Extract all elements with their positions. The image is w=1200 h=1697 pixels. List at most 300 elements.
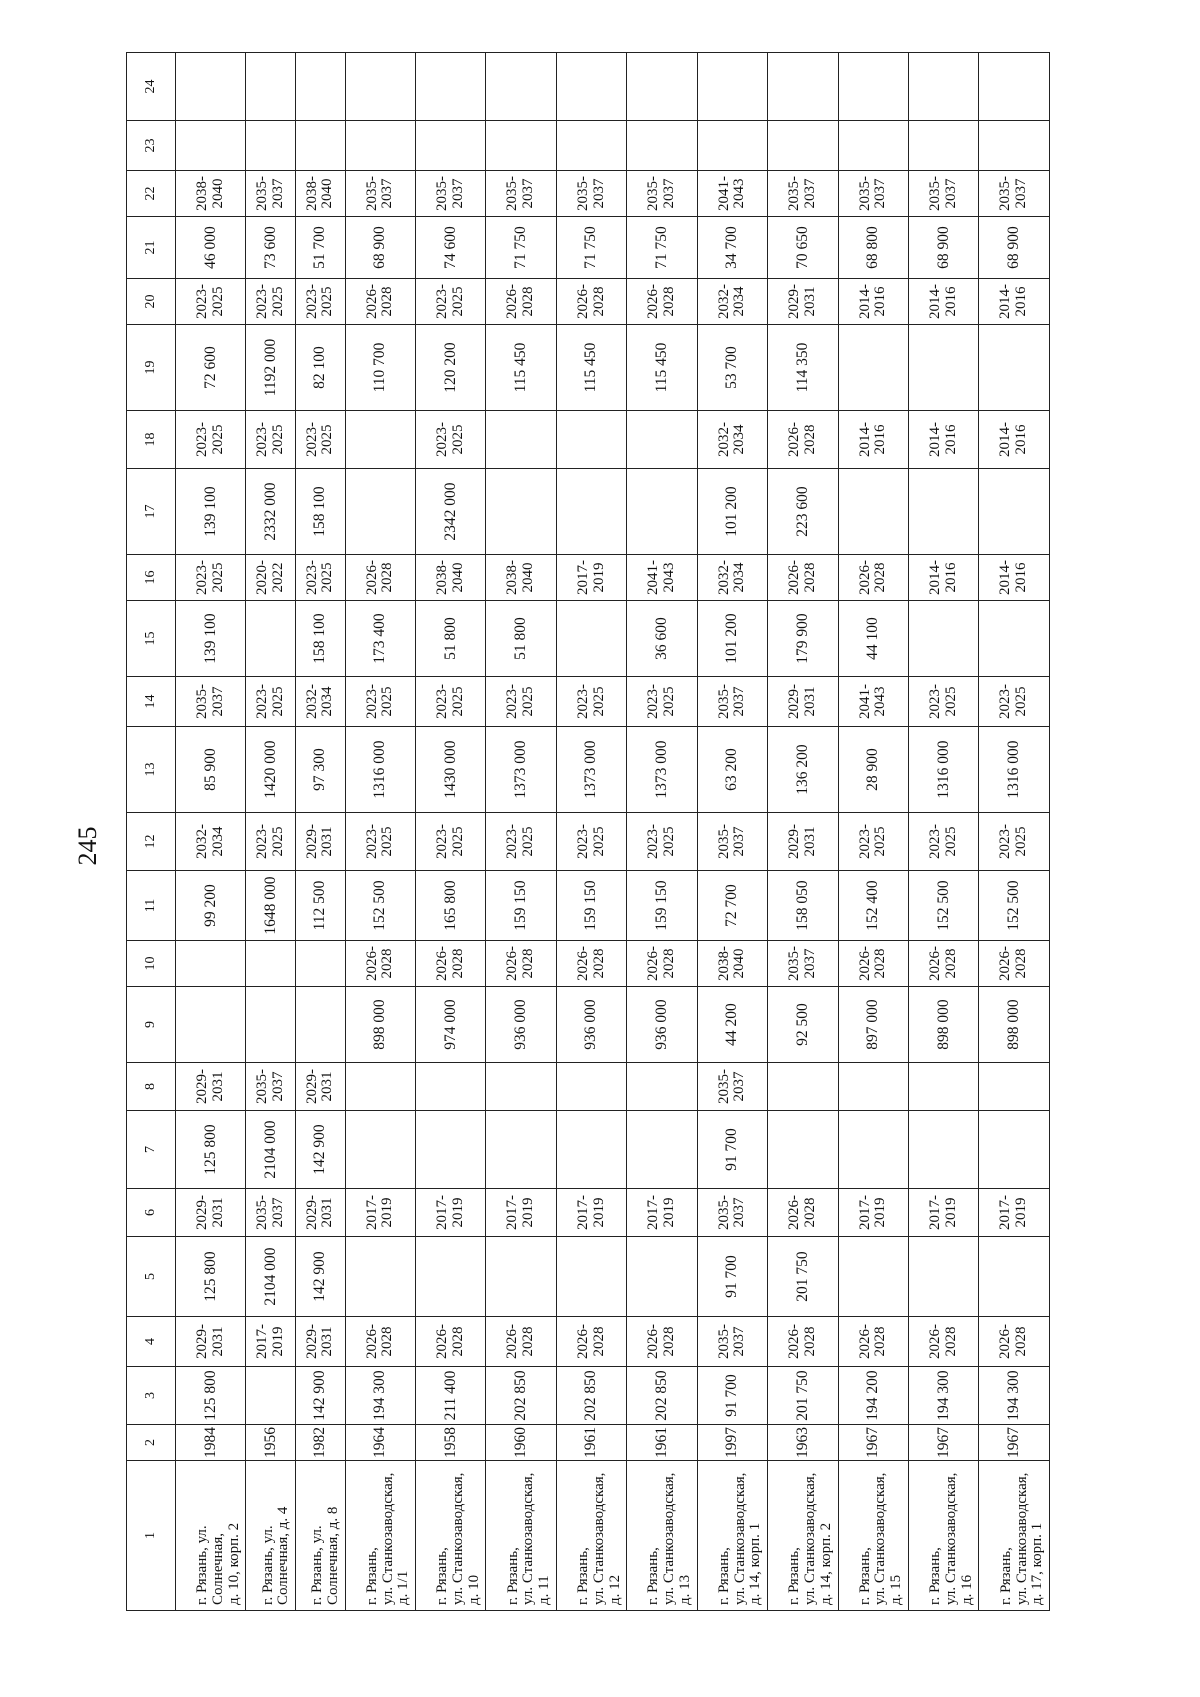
cost-cell [627,1237,697,1317]
cost-cell: 51 700 [296,217,346,279]
cost-cell [908,601,978,677]
period-cell: 2032- 2034 [697,555,767,601]
column-header-18: 18 [127,411,176,469]
cost-cell [768,121,838,171]
cost-cell [627,469,697,555]
cost-cell: 101 200 [697,469,767,555]
period-cell: 2017- 2019 [908,1189,978,1237]
period-cell: 2023- 2025 [486,677,556,727]
cost-cell [556,121,626,171]
cost-cell [838,469,908,555]
table-row [556,53,626,1611]
period-cell [838,1063,908,1111]
period-cell: 2038- 2040 [416,555,486,601]
period-cell: 2017- 2019 [838,1189,908,1237]
period-cell [486,53,556,121]
column-header-6: 6 [127,1189,176,1237]
period-cell: 2026- 2028 [627,1317,697,1367]
period-cell: 2026- 2028 [416,941,486,987]
cost-cell: 159 150 [627,871,697,941]
cost-cell: 158 100 [296,601,346,677]
address-cell: г. Рязань, ул. Станкозаводская, д. 10 [416,1461,486,1611]
cost-cell: 85 900 [176,727,246,813]
year-built-cell: 1960 [486,1425,556,1461]
period-cell: 2035- 2037 [908,171,978,217]
period-cell: 2023- 2025 [416,411,486,469]
cost-cell: 1430 000 [416,727,486,813]
cost-cell [486,1111,556,1189]
period-cell: 2041- 2043 [627,555,697,601]
period-cell: 2017- 2019 [246,1317,296,1367]
cost-cell: 139 100 [176,601,246,677]
cost-cell: 898 000 [908,987,978,1063]
period-cell: 2026- 2028 [345,279,415,325]
period-cell: 2026- 2028 [838,941,908,987]
cost-cell: 159 150 [556,871,626,941]
period-cell: 2023- 2025 [556,677,626,727]
cost-cell [416,121,486,171]
period-cell: 2038- 2040 [486,555,556,601]
cost-cell: 936 000 [486,987,556,1063]
period-cell: 2035- 2037 [768,171,838,217]
period-cell [296,53,346,121]
column-header-19: 19 [127,325,176,411]
period-cell [627,411,697,469]
cost-cell: 223 600 [768,469,838,555]
period-cell: 2032- 2034 [697,411,767,469]
table-header-row [127,53,176,1611]
period-cell: 2029- 2031 [296,1063,346,1111]
cost-cell: 165 800 [416,871,486,941]
year-built-cell: 1958 [416,1425,486,1461]
address-cell: г. Рязань, ул. Станкозаводская, д. 16 [908,1461,978,1611]
period-cell: 2026- 2028 [486,941,556,987]
cost-cell: 201 750 [768,1367,838,1425]
cost-cell: 194 300 [908,1367,978,1425]
cost-cell [345,1237,415,1317]
period-cell: 2014- 2016 [838,411,908,469]
cost-cell: 202 850 [556,1367,626,1425]
column-header-12: 12 [127,813,176,871]
period-cell: 2029- 2031 [176,1317,246,1367]
cost-cell [908,1111,978,1189]
period-cell: 2023- 2025 [246,279,296,325]
period-cell: 2023- 2025 [627,813,697,871]
cost-cell [838,1237,908,1317]
period-cell [345,411,415,469]
cost-cell [416,1237,486,1317]
year-built-cell: 1997 [697,1425,767,1461]
table-row [246,53,296,1611]
housing-repair-schedule-table [126,52,1050,1611]
column-header-1: 1 [127,1461,176,1611]
period-cell: 2023- 2025 [246,813,296,871]
address-cell: г. Рязань, ул. Солнечная, д. 10, корп. 2 [176,1461,246,1611]
year-built-cell: 1984 [176,1425,246,1461]
cost-cell: 120 200 [416,325,486,411]
cost-cell: 142 900 [296,1237,346,1317]
period-cell: 2029- 2031 [296,1317,346,1367]
cost-cell: 2104 000 [246,1111,296,1189]
cost-cell: 136 200 [768,727,838,813]
period-cell: 2038- 2040 [176,171,246,217]
period-cell: 2023- 2025 [416,279,486,325]
table-body [176,53,1050,1611]
cost-cell: 99 200 [176,871,246,941]
period-cell [979,1063,1050,1111]
period-cell: 2026- 2028 [979,941,1050,987]
cost-cell: 112 500 [296,871,346,941]
cost-cell: 152 500 [345,871,415,941]
period-cell: 2038- 2040 [697,941,767,987]
period-cell: 2023- 2025 [246,411,296,469]
period-cell: 2014- 2016 [979,411,1050,469]
period-cell: 2014- 2016 [908,279,978,325]
address-cell: г. Рязань, ул. Станкозаводская, д. 14, корп. 2 [768,1461,838,1611]
period-cell: 2026- 2028 [556,279,626,325]
cost-cell [416,1111,486,1189]
column-header-7: 7 [127,1111,176,1189]
cost-cell: 91 700 [697,1367,767,1425]
period-cell: 2026- 2028 [416,1317,486,1367]
cost-cell: 202 850 [486,1367,556,1425]
cost-cell: 2332 000 [246,469,296,555]
address-cell: г. Рязань, ул. Станкозаводская, д. 15 [838,1461,908,1611]
table-row [627,53,697,1611]
cost-cell: 152 500 [979,871,1050,941]
table-row [345,53,415,1611]
cost-cell: 71 750 [556,217,626,279]
year-built-cell: 1967 [908,1425,978,1461]
period-cell: 2023- 2025 [176,411,246,469]
cost-cell: 201 750 [768,1237,838,1317]
cost-cell [838,325,908,411]
year-built-cell: 1961 [556,1425,626,1461]
cost-cell: 1648 000 [246,871,296,941]
cost-cell: 152 400 [838,871,908,941]
period-cell [979,53,1050,121]
cost-cell: 34 700 [697,217,767,279]
cost-cell [486,1237,556,1317]
cost-cell [556,1111,626,1189]
period-cell: 2026- 2028 [486,1317,556,1367]
year-built-cell: 1963 [768,1425,838,1461]
cost-cell: 68 900 [908,217,978,279]
cost-cell [908,469,978,555]
period-cell: 2026- 2028 [345,941,415,987]
table-row [296,53,346,1611]
period-cell: 2023- 2025 [908,813,978,871]
cost-cell: 1420 000 [246,727,296,813]
period-cell: 2023- 2025 [416,677,486,727]
cost-cell [979,121,1050,171]
period-cell: 2026- 2028 [627,941,697,987]
period-cell [556,53,626,121]
period-cell [556,1063,626,1111]
period-cell [627,1063,697,1111]
cost-cell: 70 650 [768,217,838,279]
period-cell [296,941,346,987]
period-cell: 2026- 2028 [627,279,697,325]
year-built-cell: 1961 [627,1425,697,1461]
period-cell: 2020- 2022 [246,555,296,601]
period-cell: 2026- 2028 [768,555,838,601]
cost-cell [838,1111,908,1189]
period-cell: 2032- 2034 [176,813,246,871]
cost-cell: 68 800 [838,217,908,279]
period-cell [697,53,767,121]
period-cell: 2023- 2025 [345,677,415,727]
cost-cell [345,469,415,555]
period-cell: 2023- 2025 [979,813,1050,871]
period-cell: 2029- 2031 [768,813,838,871]
period-cell [838,53,908,121]
period-cell: 2035- 2037 [246,1189,296,1237]
period-cell: 2023- 2025 [296,411,346,469]
cost-cell: 68 900 [979,217,1050,279]
cost-cell: 44 100 [838,601,908,677]
column-header-8: 8 [127,1063,176,1111]
period-cell: 2032- 2034 [296,677,346,727]
column-header-4: 4 [127,1317,176,1367]
table-row [416,53,486,1611]
period-cell [908,53,978,121]
cost-cell [246,987,296,1063]
period-cell: 2029- 2031 [176,1189,246,1237]
year-built-cell: 1982 [296,1425,346,1461]
table-row [908,53,978,1611]
period-cell: 2026- 2028 [979,1317,1050,1367]
period-cell: 2035- 2037 [176,677,246,727]
address-cell: г. Рязань, ул. Солнечная, д. 4 [246,1461,296,1611]
period-cell: 2023- 2025 [246,677,296,727]
cost-cell: 1316 000 [979,727,1050,813]
cost-cell: 125 800 [176,1237,246,1317]
column-header-11: 11 [127,871,176,941]
cost-cell: 68 900 [345,217,415,279]
cost-cell: 2342 000 [416,469,486,555]
table-row [838,53,908,1611]
period-cell: 2029- 2031 [296,1189,346,1237]
table-row [979,53,1050,1611]
cost-cell [176,121,246,171]
table-row [486,53,556,1611]
cost-cell: 974 000 [416,987,486,1063]
cost-cell: 101 200 [697,601,767,677]
cost-cell: 44 200 [697,987,767,1063]
cost-cell [908,121,978,171]
period-cell: 2026- 2028 [768,1317,838,1367]
cost-cell [486,469,556,555]
cost-cell: 97 300 [296,727,346,813]
period-cell: 2026- 2028 [345,1317,415,1367]
cost-cell [345,1111,415,1189]
address-cell: г. Рязань, ул. Станкозаводская, д. 13 [627,1461,697,1611]
period-cell: 2041- 2043 [697,171,767,217]
period-cell: 2023- 2025 [296,555,346,601]
cost-cell: 72 700 [697,871,767,941]
page-number: 245 [73,826,102,866]
period-cell [176,941,246,987]
cost-cell: 179 900 [768,601,838,677]
period-cell: 2017- 2019 [979,1189,1050,1237]
cost-cell [627,121,697,171]
cost-cell: 115 450 [556,325,626,411]
column-header-21: 21 [127,217,176,279]
column-header-15: 15 [127,601,176,677]
cost-cell: 51 800 [486,601,556,677]
period-cell: 2026- 2028 [838,1317,908,1367]
address-cell: г. Рязань, ул. Станкозаводская, д. 12 [556,1461,626,1611]
cost-cell [838,121,908,171]
period-cell [416,1063,486,1111]
year-built-cell: 1967 [979,1425,1050,1461]
period-cell: 2026- 2028 [768,411,838,469]
period-cell: 2023- 2025 [416,813,486,871]
cost-cell [768,1111,838,1189]
cost-cell: 36 600 [627,601,697,677]
cost-cell: 1316 000 [345,727,415,813]
period-cell: 2017- 2019 [556,555,626,601]
cost-cell: 139 100 [176,469,246,555]
period-cell [768,1063,838,1111]
period-cell: 2029- 2031 [768,677,838,727]
cost-cell [979,1237,1050,1317]
cost-cell: 46 000 [176,217,246,279]
cost-cell: 74 600 [416,217,486,279]
period-cell: 2017- 2019 [345,1189,415,1237]
cost-cell [345,121,415,171]
period-cell: 2017- 2019 [486,1189,556,1237]
period-cell [627,53,697,121]
cost-cell [627,1111,697,1189]
period-cell: 2014- 2016 [979,279,1050,325]
period-cell: 2023- 2025 [838,813,908,871]
cost-cell [246,601,296,677]
period-cell [908,1063,978,1111]
period-cell [246,53,296,121]
period-cell: 2023- 2025 [556,813,626,871]
period-cell: 2029- 2031 [296,813,346,871]
cost-cell: 1316 000 [908,727,978,813]
cost-cell: 1373 000 [486,727,556,813]
table-row [768,53,838,1611]
address-cell: г. Рязань, ул. Солнечная, д. 8 [296,1461,346,1611]
period-cell: 2035- 2037 [345,171,415,217]
period-cell: 2026- 2028 [768,1189,838,1237]
cost-cell: 1373 000 [556,727,626,813]
cost-cell [176,987,246,1063]
period-cell: 2026- 2028 [838,555,908,601]
rotated-content [126,73,1050,1611]
period-cell [486,411,556,469]
period-cell [246,941,296,987]
cost-cell: 53 700 [697,325,767,411]
period-cell: 2026- 2028 [908,1317,978,1367]
period-cell: 2026- 2028 [345,555,415,601]
period-cell: 2035- 2037 [246,1063,296,1111]
period-cell [768,53,838,121]
table-row [176,53,246,1611]
period-cell: 2035- 2037 [486,171,556,217]
period-cell: 2023- 2025 [486,813,556,871]
cost-cell: 158 050 [768,871,838,941]
year-built-cell: 1956 [246,1425,296,1461]
period-cell: 2035- 2037 [697,1317,767,1367]
period-cell: 2023- 2025 [345,813,415,871]
cost-cell [908,325,978,411]
cost-cell: 71 750 [627,217,697,279]
address-cell: г. Рязань, ул. Станкозаводская, д. 11 [486,1461,556,1611]
cost-cell: 115 450 [486,325,556,411]
period-cell: 2023- 2025 [176,279,246,325]
period-cell: 2023- 2025 [627,677,697,727]
cost-cell [296,987,346,1063]
cost-cell: 194 300 [979,1367,1050,1425]
cost-cell: 897 000 [838,987,908,1063]
cost-cell: 936 000 [627,987,697,1063]
period-cell: 2026- 2028 [556,1317,626,1367]
cost-cell [979,601,1050,677]
period-cell: 2041- 2043 [838,677,908,727]
column-header-24: 24 [127,53,176,121]
cost-cell [296,121,346,171]
column-header-5: 5 [127,1237,176,1317]
period-cell: 2026- 2028 [556,941,626,987]
cost-cell: 173 400 [345,601,415,677]
period-cell [345,1063,415,1111]
cost-cell: 142 900 [296,1367,346,1425]
cost-cell: 936 000 [556,987,626,1063]
period-cell: 2014- 2016 [838,279,908,325]
column-header-16: 16 [127,555,176,601]
cost-cell: 115 450 [627,325,697,411]
period-cell: 2017- 2019 [556,1189,626,1237]
cost-cell: 2104 000 [246,1237,296,1317]
cost-cell: 51 800 [416,601,486,677]
column-header-2: 2 [127,1425,176,1461]
cost-cell: 211 400 [416,1367,486,1425]
period-cell [486,1063,556,1111]
period-cell: 2035- 2037 [697,677,767,727]
cost-cell: 1373 000 [627,727,697,813]
cost-cell: 1192 000 [246,325,296,411]
period-cell: 2026- 2028 [486,279,556,325]
period-cell: 2029- 2031 [768,279,838,325]
cost-cell: 142 900 [296,1111,346,1189]
column-header-3: 3 [127,1367,176,1425]
cost-cell [979,1111,1050,1189]
period-cell: 2035- 2037 [768,941,838,987]
period-cell: 2032- 2034 [697,279,767,325]
cost-cell: 72 600 [176,325,246,411]
period-cell: 2023- 2025 [176,555,246,601]
period-cell [345,53,415,121]
period-cell: 2014- 2016 [979,555,1050,601]
cost-cell [246,1367,296,1425]
cost-cell: 194 200 [838,1367,908,1425]
cost-cell: 63 200 [697,727,767,813]
cost-cell: 28 900 [838,727,908,813]
column-header-9: 9 [127,987,176,1063]
cost-cell: 159 150 [486,871,556,941]
year-built-cell: 1967 [838,1425,908,1461]
column-header-23: 23 [127,121,176,171]
cost-cell [556,1237,626,1317]
address-cell: г. Рязань, ул. Станкозаводская, д. 1/1 [345,1461,415,1611]
cost-cell: 82 100 [296,325,346,411]
cost-cell [979,325,1050,411]
